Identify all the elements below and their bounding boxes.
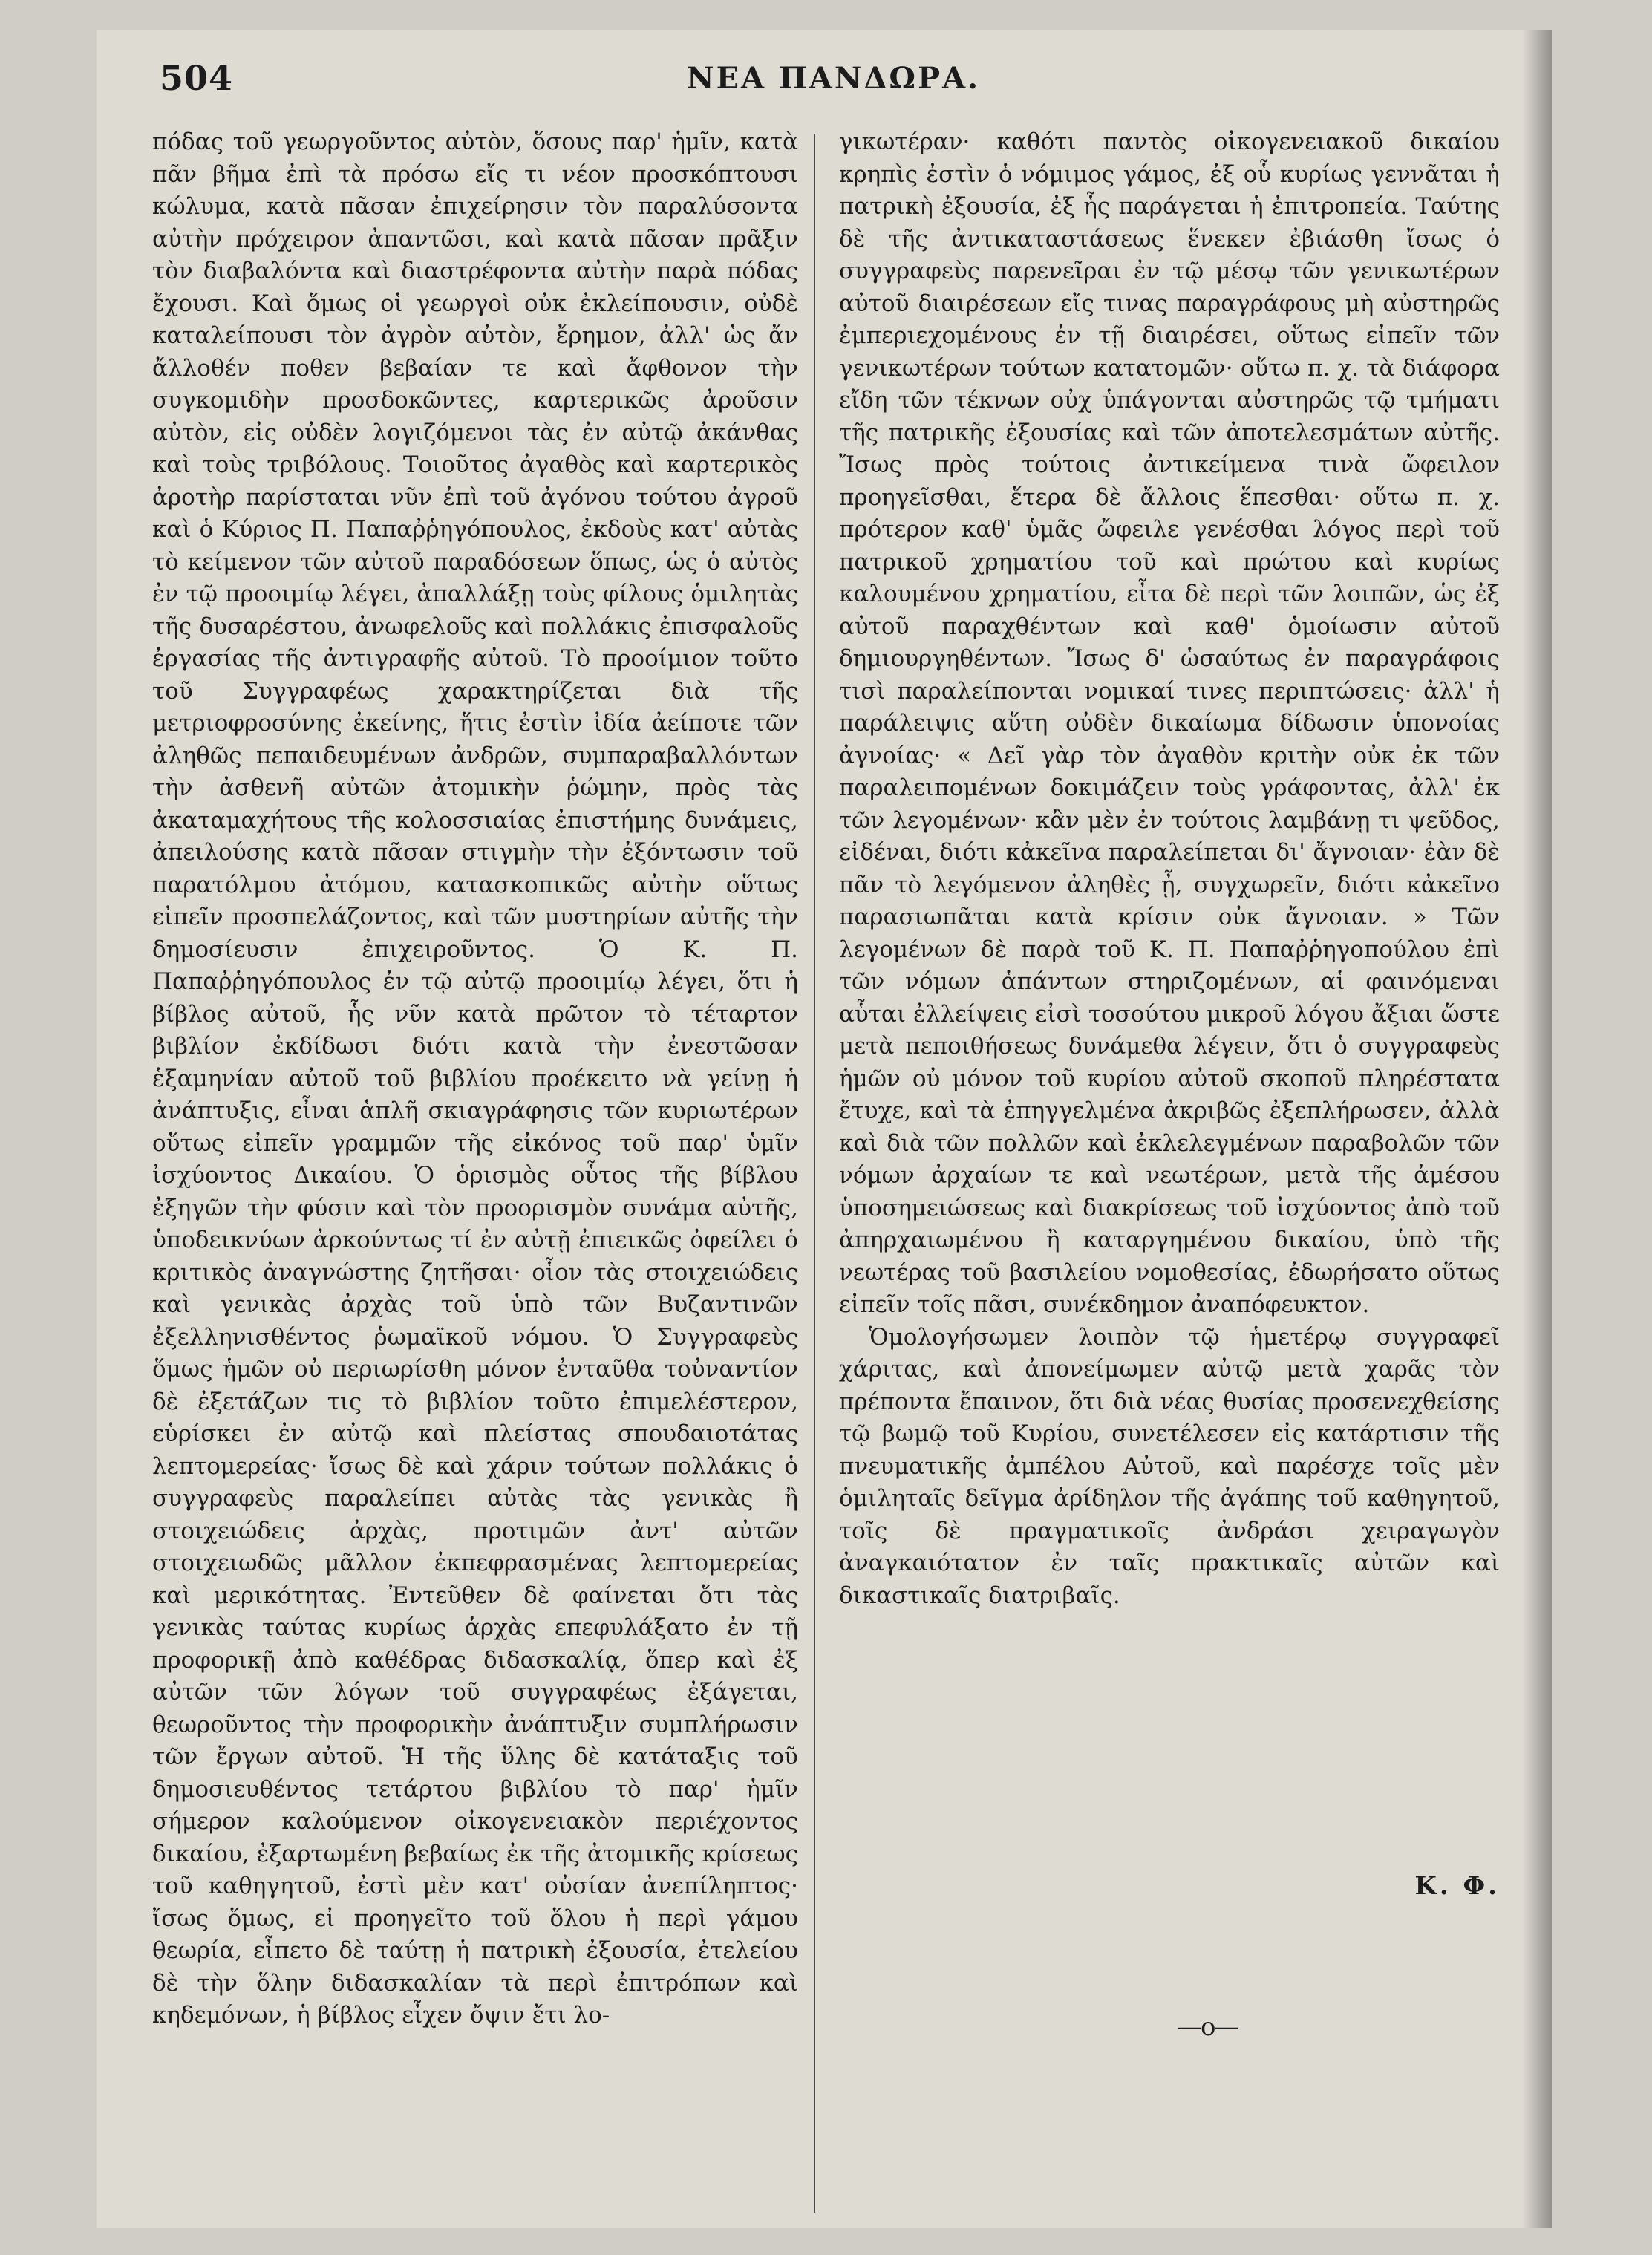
page [97,30,1552,2228]
left-column-text: πόδας τοῦ γεωργοῦντος αὐτὸν, ὅσους παρ' ἡμῖν, κατὰ πᾶν βῆμα ἐπὶ τὰ πρόσω εἴς τι νέον προσκόπτουσι κώλυμα, κατὰ πᾶσαν ἐπιχείρησιν τὸν παραλύσοντα αὐτὴν πρόχειρον ἀπαντῶσι, καὶ κατὰ πᾶσαν πρᾶξιν τὸν διαβαλόντα καὶ διαστρέφοντα αὐτὴν παρὰ πόδας ἔχουσι. Καὶ ὅμως οἱ γεωργοὶ οὐκ ἐκλείπουσιν, οὐδὲ καταλείπουσι τὸν ἀγρὸν αὐτὸν, ἔρημον, ἀλλ' ὡς ἄν ἄλλοθέν ποθεν βεβαίαν τε καὶ ἄφθονον τὴν συγκομιδὴν προσδοκῶντες, καρτερικῶς ἀροῦσιν αὐτὸν, εἰς οὐδὲν λογιζόμενοι τὰς ἐν αὐτῷ ἀκάνθας καὶ τοὺς τριβόλους. Τοιοῦτος ἀγαθὸς καὶ καρτερικὸς ἀροτὴρ παρίσταται νῦν ἐπὶ τοῦ ἀγόνου τούτου ἀγροῦ καὶ ὁ Κύριος Π. Παπαῤῥηγόπουλος, ἐκδοὺς κατ' αὐτὰς τὸ κείμενον τῶν αὐτοῦ παραδόσεων ὅπως, ὡς ὁ αὐτὸς ἐν τῷ προοιμίῳ λέγει, ἀπαλλάξῃ τοὺς φίλους ὁμιλητὰς τῆς δυσαρέστου, ἀνωφελοῦς καὶ πολλάκις ἐπισφαλοῦς ἐργασίας τῆς ἀντιγραφῆς αὐτοῦ. Τὸ προοίμιον τοῦτο τοῦ Συγγραφέως χαρακτηρίζεται διὰ τῆς μετριοφροσύνης ἐκείνης, ἥτις ἐστὶν ἰδία ἀείποτε τῶν ἀληθῶς πεπαιδευμένων ἀνδρῶν, συμπαραβαλλόντων τὴν ἀσθενῆ αὐτῶν ἀτομικὴν ῥώμην, πρὸς τὰς ἀκαταμαχήτους τῆς κολοσσιαίας ἐπιστήμης δυνάμεις, ἀπειλούσης κατὰ πᾶσαν στιγμὴν τὴν ἐξόντωσιν τοῦ παρατόλμου ἀτόμου, κατασκοπικῶς αὐτὴν οὕτως εἰπεῖν προσπελάζοντος, καὶ τῶν μυστηρίων αὐτῆς τὴν δημοσίευσιν ἐπιχειροῦντος. Ὁ Κ. Π. Παπαῤῥηγόπουλος ἐν τῷ αὐτῷ προοιμίῳ λέγει, ὅτι ἡ βίβλος αὐτοῦ, ἧς νῦν κατὰ πρῶτον τὸ τέταρτον βιβλίον ἐκδίδωσι διότι κατὰ τὴν ἐνεστῶσαν ἑξαμηνίαν αὐτοῦ τοῦ βιβλίου προέκειτο νὰ γείνῃ ἡ ἀνάπτυξις, εἶναι ἁπλῆ σκιαγράφησις τῶν κυριωτέρων οὕτως εἰπεῖν γραμμῶν τῆς εἰκόνος τοῦ παρ' ὑμῖν ἰσχύοντος Δικαίου. Ὁ ὁρισμὸς οὗτος τῆς βίβλου ἐξηγῶν τὴν φύσιν καὶ τὸν προορισμὸν συνάμα αὐτῆς, ὑποδεικνύων ἀρκούντως τί ἐν αὐτῇ ἐπιεικῶς ὀφείλει ὁ κριτικὸς ἀναγνώστης ζητῆσαι· οἷον τὰς στοιχειώδεις καὶ γενικὰς ἀρχὰς τοῦ ὑπὸ τῶν Βυζαντινῶν ἐξελληνισθέντος ῥωμαϊκοῦ νόμου. Ὁ Συγγραφεὺς ὅμως ἡμῶν οὐ περιωρίσθη μόνον ἐνταῦθα τοὐναντίον δὲ ἐξετάζων τις τὸ βιβλίον τοῦτο ἐπιμελέστερον, εὑρίσκει ἐν αὐτῷ καὶ πλείστας σπουδαιοτάτας λεπτομερείας· ἴσως δὲ καὶ χάριν τούτων πολλάκις ὁ συγγραφεὺς παραλείπει αὐτὰς τὰς γενικὰς ἢ στοιχειώδεις ἀρχὰς, προτιμῶν ἀντ' αὐτῶν στοιχειωδῶς μᾶλλον ἐκπεφρασμένας λεπτομερείας καὶ μερικότητας. Ἐντεῦθεν δὲ φαίνεται ὅτι τὰς γενικὰς ταύτας κυρίως ἀρχὰς επεφυλάξατο ἐν τῇ προφορικῇ ἀπὸ καθέδρας διδασκαλίᾳ, ὅπερ καὶ ἐξ αὐτῶν τῶν λόγων τοῦ συγγραφέως ἐξάγεται, θεωροῦντος τὴν προφορικὴν ἀνάπτυξιν συμπλήρωσιν τῶν ἔργων αὐτοῦ. Ἡ τῆς ὕλης δὲ κατάταξις τοῦ δημοσιευθέντος τετάρτου βιβλίου τὸ παρ' ἡμῖν σήμερον καλούμενον οἰκογενειακὸν περιέχοντος δικαίου, ἐξαρτωμένη βεβαίως ἐκ τῆς ἀτομικῆς κρίσεως τοῦ καθηγητοῦ, ἐστὶ μὲν κατ' οὐσίαν ἀνεπίληπτος· ἴσως ὅμως, εἰ προηγεῖτο τοῦ ὅλου ἡ περὶ γάμου θεωρία, εἶπετο δὲ ταύτῃ ἡ πατρικὴ ἐξουσία, ἐτελείου δὲ τὴν ὅλην διδασκαλίαν τὰ περὶ ἐπιτρόπων καὶ κηδεμόνων, ἡ βίβλος εἶχεν ὄψιν ἔτι λο- [152,128,798,2029]
page-header [160,50,1555,110]
end-ornament: —o— [1177,2012,1238,2042]
page-number: 504 [160,58,234,98]
binding-shadow [1522,30,1552,2228]
right-column-paragraph-1: γικωτέραν· καθότι παντὸς οἰκογενειακοῦ δικαίου κρηπὶς ἐστὶν ὁ νόμιμος γάμος, ἐξ οὗ κυρίως γεννᾶται ἡ πατρικὴ ἐξουσία, ἐξ ἧς παράγεται ἡ ἐπιτροπεία. Ταύτης δὲ τῆς ἀντικαταστάσεως ἕνεκεν ἐβιάσθη ἴσως ὁ συγγραφεὺς παρενεῖραι ἐν τῷ μέσῳ τῶν γενικωτέρων αὐτοῦ διαιρέσεων εἴς τινας παραγράφους μὴ αὐστηρῶς ἐμπεριεχομένους ἐν τῇ διαιρέσει, οὕτως εἰπεῖν τῶν γενικωτέρων τούτων κατατομῶν· οὕτω π. χ. τὰ διάφορα εἴδη τῶν τέκνων οὐχ ὑπάγονται αὐστηρῶς τῷ τμήματι τῆς πατρικῆς ἐξουσίας καὶ τῶν ἀποτελεσμάτων αὐτῆς. Ἴσως πρὸς τούτοις ἀντικείμενα τινὰ ὤφειλον προηγεῖσθαι, ἕτερα δὲ ἄλλοις ἕπεσθαι· οὕτω π. χ. πρότερον καθ' ὑμᾶς ὤφειλε γενέσθαι λόγος περὶ τοῦ πατρικοῦ χρηματίου τοῦ καὶ πρώτου καὶ κυρίως καλουμένου χρηματίου, εἶτα δὲ περὶ τῶν λοιπῶν, ὡς ἐξ αὐτοῦ παραχθέντων καὶ καθ' ὁμοίωσιν αὐτοῦ δημιουργηθέντων. Ἴσως δ' ὡσαύτως ἐν παραγράφοις τισὶ παραλείπονται νομικαί τινες περιπτώσεις· ἀλλ' ἡ παράλειψις αὕτη οὐδὲν δικαίωμα δίδωσιν ὑπονοίας ἀγνοίας· « Δεῖ γὰρ τὸν ἀγαθὸν κριτὴν οὐκ ἐκ τῶν παραλειπομένων δοκιμάζειν τοὺς γράφοντας, ἀλλ' ἐκ τῶν λεγομένων· κἂν μὲν ἐν τούτοις λαμβάνῃ τι ψεῦδος, εἰδέναι, διότι κἀκεῖνα παραλείπεται δι' ἄγνοιαν· ἐὰν δὲ πᾶν τὸ λεγόμενον ἀληθὲς ᾖ, συγχωρεῖν, διότι κἀκεῖνο παρασιωπᾶται κατὰ κρίσιν οὐκ ἄγνοιαν. » Τῶν λεγομένων δὲ παρὰ τοῦ Κ. Π. Παπαῤῥηγοπούλου ἐπὶ τῶν νόμων ἁπάντων στηριζομένων, αἱ φαινόμεναι αὗται ἐλλείψεις εἰσὶ τοσούτου μικροῦ λόγου ἄξιαι ὥστε μετὰ πεποιθήσεως δυνάμεθα λέγειν, ὅτι ὁ συγγραφεὺς ἡμῶν οὐ μόνον τοῦ κυρίου αὐτοῦ σκοποῦ πληρέστατα ἔτυχε, καὶ τὰ ἐπηγγελμένα ἀκριβῶς ἐξεπλήρωσεν, ἀλλὰ καὶ διὰ τῶν πολλῶν καὶ ἐκλελεγμένων παραβολῶν τῶν νόμων ἀρχαίων τε καὶ νεωτέρων, μετὰ τῆς ἀμέσου ὑποσημειώσεως καὶ διακρίσεως τοῦ ἰσχύοντος ἀπὸ τοῦ ἀπηρχαιωμένου ἢ καταργημένου δικαίου, ὑπὸ τῆς νεωτέρας τοῦ βασιλείου νομοθεσίας, ἐδωρήσατο οὕτως εἰπεῖν τοῖς πᾶσι, συνέκδημον ἀναπόφευκτον. [839,128,1500,1318]
left-column [152,126,798,2032]
column-divider [814,134,815,2213]
right-column [839,126,1500,1612]
journal-title: ΝΕΑ ΠΑΝΔΩΡΑ. [687,61,981,96]
author-signature: Κ. Φ. [1414,1871,1500,1901]
right-column-paragraph-2: Ὁμολογήσωμεν λοιπὸν τῷ ἡμετέρῳ συγγραφεῖ χάριτας, καὶ ἀπονείμωμεν αὐτῷ μετὰ χαρᾶς τὸν πρέποντα ἔπαινον, ὅτι διὰ νέας θυσίας προσενεχθείσης τῷ βωμῷ τοῦ Κυρίου, συνετέλεσεν εἰς κατάρτισιν τῆς πνευματικῆς ἀμπέλου Αὐτοῦ, καὶ παρέσχε τοῖς μὲν ὁμιληταῖς δεῖγμα ἀρίδηλον τῆς ἀγάπης τοῦ καθηγητοῦ, τοῖς δὲ πραγματικοῖς ἀνδράσι χειραγωγὸν ἀναγκαιότατον ἐν ταῖς πρακτικαῖς αὐτῶν καὶ δικαστικαῖς διατριβαῖς. [839,1323,1500,1609]
